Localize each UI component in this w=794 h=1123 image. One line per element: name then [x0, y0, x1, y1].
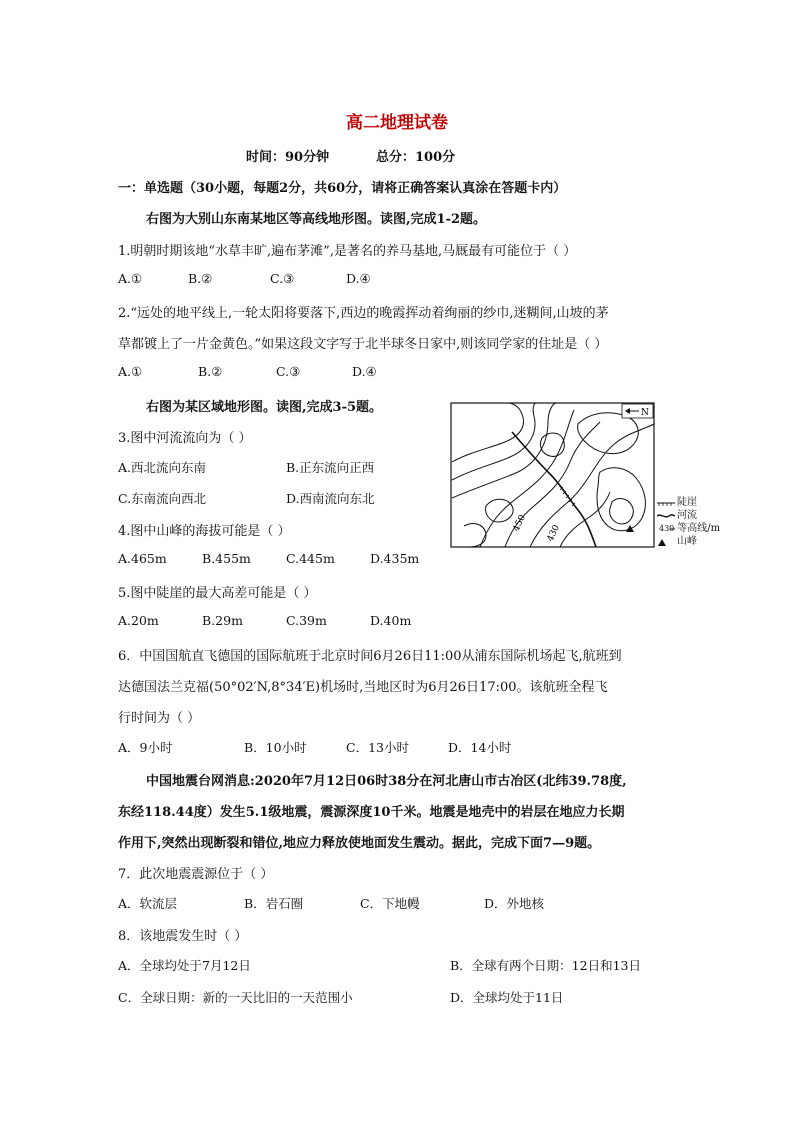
q3-option-d: D.西南流向东北 [286, 491, 375, 506]
intro-q3-5: 右图为某区域地形图。读图,完成3-5题。 [146, 400, 383, 415]
cliff-icon [657, 499, 675, 507]
q6-option-a: A．9小时 [118, 740, 173, 755]
q8-option-c: C．全球日期：新的一天比旧的一天范围小 [118, 990, 353, 1005]
q7-option-b: B．岩石圈 [244, 896, 304, 911]
q5-option-d: D.40m [370, 613, 412, 628]
exam-total-score: 总分：100分 [376, 150, 456, 165]
q8-option-b: B．全球有两个日期：12日和13日 [450, 958, 641, 973]
contour-label-450: 450 [511, 513, 528, 534]
q6-option-b: B．10小时 [244, 740, 307, 755]
q6-option-c: C．13小时 [346, 740, 409, 755]
q1-option-a: A.① [118, 271, 143, 286]
q7-option-d: D．外地核 [484, 896, 545, 911]
north-label: N [641, 408, 649, 418]
question-5: 5.图中陡崖的最大高差可能是（ ） [118, 586, 317, 601]
question-2-line-1: 2.“远处的地平线上,一轮太阳将要落下,西边的晚霞挥动着绚丽的纱巾,迷糊间,山坡的茅 [118, 306, 609, 321]
q8-option-a: A．全球均处于7月12日 [118, 958, 251, 973]
legend-peak-label: 山峰 [677, 536, 697, 547]
page-title: 高二地理试卷 [346, 113, 448, 133]
legend-cliff-label: 陡崖 [677, 497, 697, 508]
question-2-line-2: 草都镀上了一片金黄色。”如果这段文字写于北半球冬日家中,则该同学家的住址是（ ） [118, 337, 608, 352]
q3-option-c: C.东南流向西北 [118, 491, 207, 506]
q2-option-c: C.③ [276, 364, 301, 379]
question-4: 4.图中山峰的海拔可能是（ ） [118, 524, 291, 539]
intro-q7-9-line-3: 作用下,突然出现断裂和错位,地应力释放使地面发生震动。据此，完成下面7—9题。 [118, 836, 601, 851]
legend-contour-label: 等高线/m [677, 523, 721, 534]
q3-option-b: B.正东流向正西 [286, 460, 375, 475]
legend-river-label: 河流 [677, 510, 697, 521]
exam-time: 时间：90分钟 [246, 150, 330, 165]
q8-option-d: D．全球均处于11日 [450, 990, 564, 1005]
q5-option-a: A.20m [118, 613, 159, 628]
legend-river [657, 509, 720, 522]
section-heading: 一：单选题（30小题，每题2分，共60分，请将正确答案认真涂在答题卡内） [118, 181, 567, 196]
q1-option-c: C.③ [270, 271, 295, 286]
river-icon [657, 512, 675, 520]
q1-option-d: D.④ [346, 271, 371, 286]
legend-peak [657, 535, 720, 548]
question-6-line-1: 6．中国国航直飞德国的国际航班于北京时间6月26日11:00从浦东国际机场起飞,航班到 [118, 649, 622, 664]
question-6-line-3: 行时间为（ ） [118, 711, 201, 726]
question-6-line-2: 达德国法兰克福(50°02′N,8°34′E)机场时,当地区时为6月26日17:00。该航班全程飞 [118, 680, 608, 695]
q4-option-b: B.455m [202, 551, 251, 566]
legend-contour [657, 522, 720, 535]
topographic-map [450, 402, 655, 548]
q4-option-c: C.445m [286, 551, 335, 566]
map-legend [657, 496, 720, 548]
legend-contour-value: 430 [659, 524, 675, 533]
q7-option-c: C．下地幔 [360, 896, 420, 911]
question-8: 8．该地震发生时（ ） [118, 929, 248, 944]
q5-option-c: C.39m [286, 613, 327, 628]
q2-option-a: A.① [118, 364, 143, 379]
intro-q7-9-line-2: 东经118.44度）发生5.1级地震，震源深度10千米。地震是地壳中的岩层在地应力长期 [118, 805, 625, 820]
legend-cliff [657, 496, 720, 509]
question-1: 1.明朝时期该地“水草丰旷,遍布茅滩”,是著名的养马基地,马厩最有可能位于（ ） [118, 244, 577, 259]
intro-q1-2: 右图为大别山东南某地区等高线地形图。读图,完成1-2题。 [146, 212, 487, 227]
q5-option-b: B.29m [202, 613, 243, 628]
q1-option-b: B.② [188, 271, 213, 286]
q7-option-a: A．软流层 [118, 896, 178, 911]
q2-option-d: D.④ [352, 364, 377, 379]
peak-legend-icon [657, 538, 675, 546]
question-3: 3.图中河流流向为（ ） [118, 431, 252, 446]
contour-label-430: 430 [545, 523, 562, 544]
q6-option-d: D．14小时 [448, 740, 512, 755]
question-7: 7．此次地震震源位于（ ） [118, 867, 274, 882]
q3-option-a: A.西北流向东南 [118, 460, 207, 475]
q4-option-a: A.465m [118, 551, 167, 566]
q2-option-b: B.② [198, 364, 223, 379]
intro-q7-9-line-1: 中国地震台网消息:2020年7月12日06时38分在河北唐山市古冶区(北纬39.78度, [146, 774, 627, 789]
q4-option-d: D.435m [370, 551, 420, 566]
